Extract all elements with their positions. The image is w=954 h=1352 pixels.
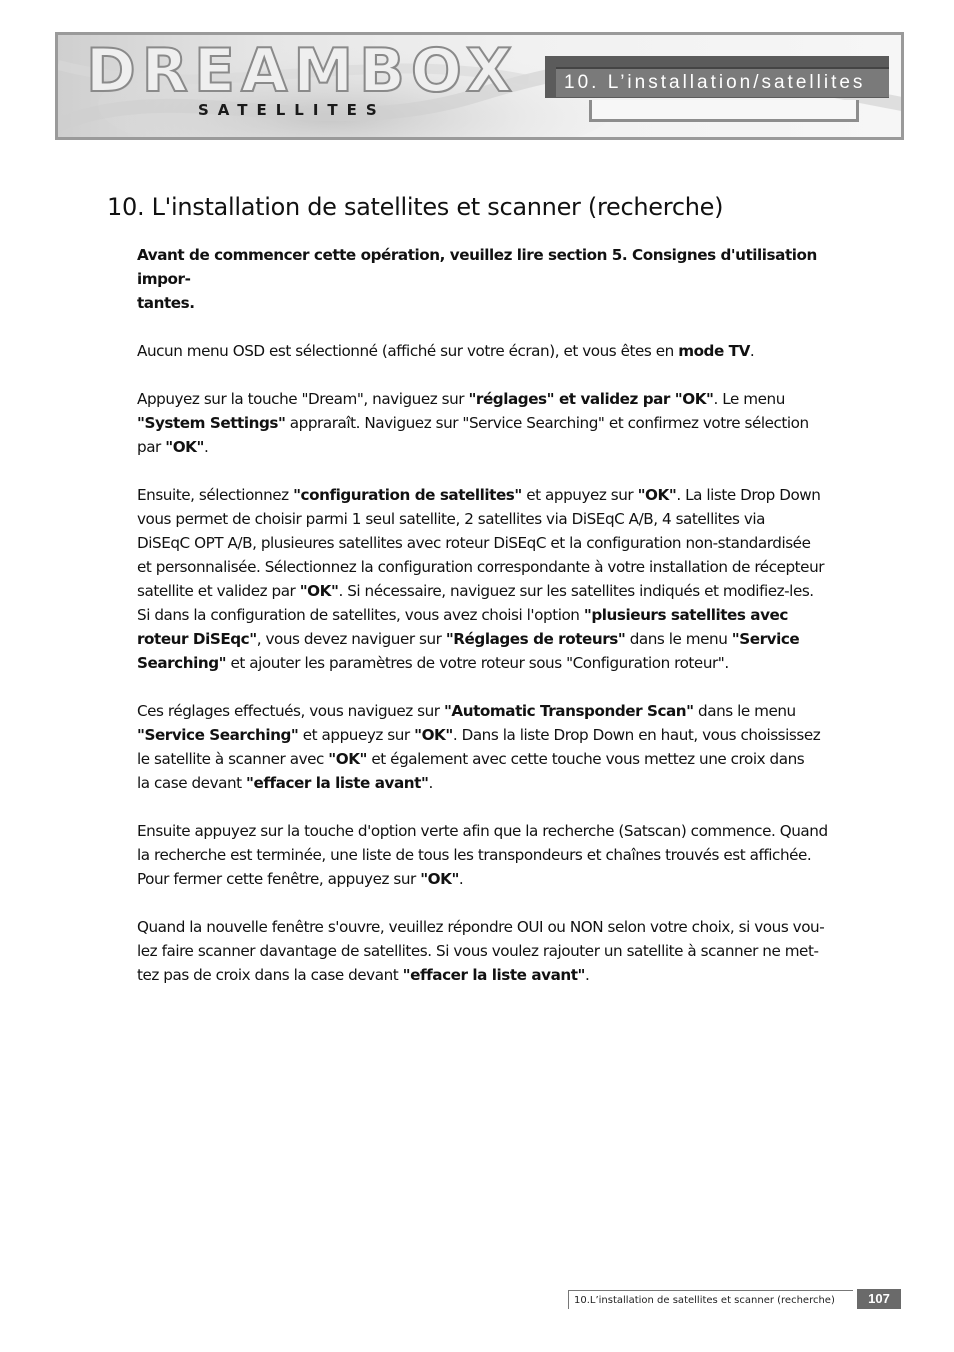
text-run: et également avec cette touche vous mettez une croix dans la case devant bbox=[137, 750, 805, 792]
body-text bbox=[137, 243, 852, 1011]
text-run: appraraît. Naviguez sur "Service Searching" et confirmez votre sélection par bbox=[137, 414, 809, 456]
paragraph bbox=[137, 819, 852, 891]
text-run: Ensuite, sélectionnez bbox=[137, 486, 294, 504]
bold-text: "Automatic Transponder Scan" bbox=[443, 702, 694, 720]
bold-text: "réglages" et validez par "OK" bbox=[468, 390, 714, 408]
text-run: Ces réglages effectués, vous naviguez sur bbox=[137, 702, 444, 720]
paragraph bbox=[137, 699, 852, 795]
bold-text: "Réglages de roteurs" bbox=[445, 630, 626, 648]
text-run: . Si nécessaire, naviguez sur les satellites indiqués et modifiez-les. Si dans la configuration de satellites, vous avez choisi l'option bbox=[137, 582, 814, 624]
paragraph bbox=[137, 387, 852, 459]
bold-text: "Service Searching" bbox=[137, 726, 299, 744]
bold-text: "OK" bbox=[165, 438, 204, 456]
bold-text: "configuration de satellites" bbox=[293, 486, 522, 504]
text-run: Quand la nouvelle fenêtre s'ouvre, veuillez répondre OUI ou NON selon votre choix, si vous vou- lez faire scanner davantage de satellites. Si vous voulez rajouter un satellite à scanner ne met- tez pas de croix dans la case devant bbox=[137, 918, 825, 984]
text-run: dans le menu bbox=[625, 630, 732, 648]
page-number: 107 bbox=[857, 1289, 901, 1309]
bold-text: "OK" bbox=[328, 750, 368, 768]
bold-text: "System Settings" bbox=[137, 414, 286, 432]
text-run: . Le menu bbox=[713, 390, 785, 408]
text-run: . bbox=[458, 870, 464, 888]
text-run: . La liste Drop Down vous permet de choisir parmi 1 seul satellite, 2 satellites via DiSEqC A/B, 4 satellites via DiSEqC OPT A/B, plusieures satellites avec roteur DiSEqC et la configuration non-standardisée et personnalisée. Sélectionnez la configuration correspondante à votre installation de récepteur satellite et validez par bbox=[137, 486, 825, 600]
chapter-subbox bbox=[589, 100, 859, 122]
bold-text: "effacer la liste avant" bbox=[402, 966, 586, 984]
text-run: dans le menu bbox=[693, 702, 796, 720]
text-run: Aucun menu OSD est sélectionné (affiché sur votre écran), et vous êtes en bbox=[137, 342, 679, 360]
footer-section-label: 10.L’installation de satellites et scanner (recherche) bbox=[568, 1290, 853, 1309]
text-run: et appuyez sur bbox=[521, 486, 638, 504]
paragraph bbox=[137, 915, 852, 987]
bold-text: "effacer la liste avant" bbox=[246, 774, 429, 792]
bold-text: "Service Searching" bbox=[137, 630, 800, 672]
paragraph bbox=[137, 483, 852, 675]
text-run: . bbox=[585, 966, 590, 984]
page-title: 10. L'installation de satellites et scanner (recherche) bbox=[107, 193, 724, 221]
text-run: et ajouter les paramètres de votre roteur sous "Configuration roteur". bbox=[226, 654, 729, 672]
text-run: Ensuite appuyez sur la touche d'option verte afin que la recherche (Satscan) commence. Quand la recherche est terminée, une liste de tous les transpondeurs et chaînes trouvés est affichée. Pour fermer cette fenêtre, appuyez sur bbox=[137, 822, 828, 888]
text-run: et appueyz sur bbox=[298, 726, 415, 744]
chapter-title: 10. L’installation/satellites bbox=[556, 67, 889, 97]
bold-text: "plusieurs satellites avec roteur DiSEqc" bbox=[137, 606, 788, 648]
text-run: Appuyez sur la touche "Dream", naviguez sur bbox=[137, 390, 469, 408]
chapter-tab bbox=[545, 56, 889, 98]
text-run: . Dans la liste Drop Down en haut, vous choississez le satellite à scanner avec bbox=[137, 726, 821, 768]
bold-text: "OK" bbox=[637, 486, 677, 504]
bold-text: "OK" bbox=[414, 726, 453, 744]
paragraph bbox=[137, 339, 852, 363]
text-run: . bbox=[749, 342, 755, 360]
text-run: , vous devez naviguer sur bbox=[256, 630, 446, 648]
text-run: . bbox=[428, 774, 433, 792]
bold-text: "OK" bbox=[420, 870, 459, 888]
paragraph bbox=[137, 243, 852, 315]
bold-text: "OK" bbox=[299, 582, 339, 600]
logo-subtitle: SATELLITES bbox=[198, 101, 386, 119]
dreambox-logo: DREAMBOX bbox=[86, 36, 518, 106]
bold-text: mode TV bbox=[678, 342, 750, 360]
bold-text: Avant de commencer cette opération, veuillez lire section 5. Consignes d'utilisation impor- tantes. bbox=[137, 246, 817, 312]
text-run: . bbox=[203, 438, 209, 456]
